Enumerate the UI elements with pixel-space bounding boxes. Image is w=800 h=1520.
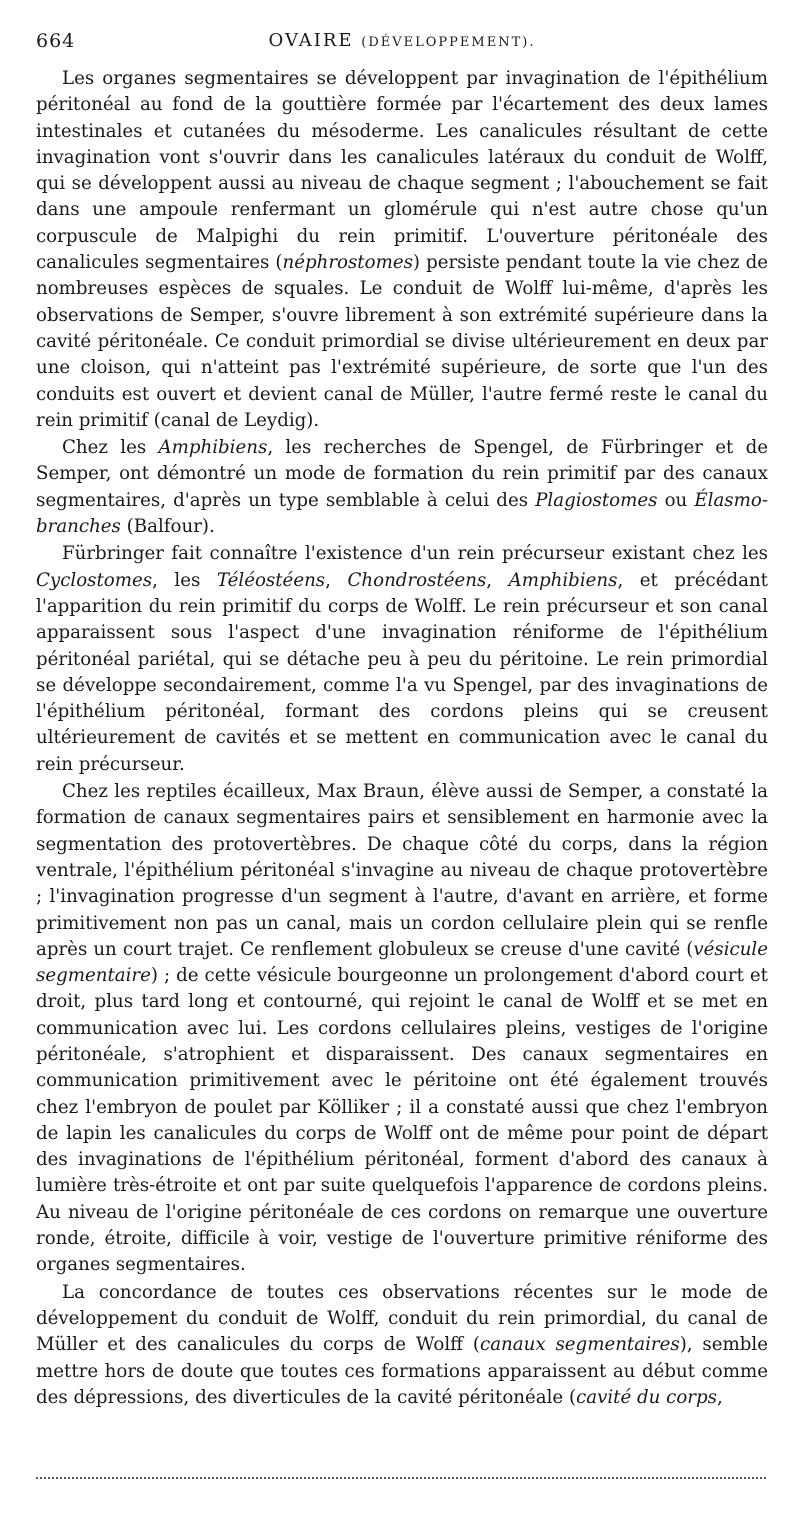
italic-term: Plagiostomes — [535, 489, 658, 511]
text-run: (Balfour). — [120, 516, 215, 538]
italic-term: Chondrostéens — [347, 569, 487, 591]
italic-term: Cyclostomes — [36, 569, 153, 591]
text-run: Les organes segmentaires se développent par invagination de l'épithélium péritonéal au fond de la gouttière formée par l'écartement des deux lames intestinales et cutanées du mésoderme. Les canalicules résultant de cette invagination vont s'ouvrir dans les canalicules latéraux du conduit de Wolff, qui se développent aussi au niveau de chaque segment ; l'abouchement se fait dans une ampoule renfermant un glomérule qui n'est autre chose qu'un corpuscule de Malpighi du rein primitif. L'ouverture péritonéale des canalicules segmentaires ( — [36, 68, 768, 274]
text-run: , les — [152, 569, 217, 591]
italic-term: Élasmo-branches — [36, 489, 768, 538]
text-run: ou — [657, 489, 695, 511]
footer-dotted-rule — [36, 1477, 766, 1479]
italic-term: vésicule segmentaire — [36, 938, 768, 987]
paragraph — [36, 435, 768, 540]
italic-term: néphrostomes — [282, 252, 413, 274]
italic-term: canaux segmentaires — [480, 1334, 680, 1356]
page-number: 664 — [36, 30, 76, 52]
text-run: ) persiste pendant toute la vie chez de nombreuses espèces de squales. Le conduit de Wolff lui-même, d'après les observations de Semper, s'ouvre librement à son extrémité supérieure dans la cavité péritonéale. Ce conduit primordial se divise ultérieurement en deux par une cloison, qui n'atteint pas l'extrémité supérieure, de sorte que l'un des conduits est ouvert et devient canal de Müller, l'autre fermé reste le canal du rein primitif (canal de Leydig). — [36, 252, 768, 431]
text-run: Chez les reptiles écailleux, Max Braun, élève aussi de Semper, a constaté la formation de canaux segmentaires pairs et sensiblement en harmonie avec la segmentation des protovertèbres. De chaque côté du corps, dans la région ventrale, l'épithélium péritonéal s'invagine au niveau de chaque protovertèbre ; l'invagination progresse d'un segment à l'autre, d'avant en arrière, et forme primitivement non pas un canal, mais un cordon cellulaire plein qui se renfle après un court trajet. Ce renflement globuleux se creuse d'une cavité ( — [36, 781, 768, 960]
italic-term: Amphibiens — [508, 569, 618, 591]
running-title-main: OVAIRE — [268, 30, 354, 51]
paragraph — [36, 779, 768, 1279]
text-run: Chez les — [62, 437, 159, 459]
running-title-subtitle: (DÉVELOPPEMENT). — [361, 35, 536, 50]
italic-term: Amphibiens — [158, 437, 268, 459]
text-run: , — [325, 569, 348, 591]
italic-term: Téléostéens — [216, 569, 326, 591]
body-text — [36, 66, 768, 1411]
running-title — [36, 30, 768, 51]
text-run: ), semble mettre hors de doute que toutes ces formations apparaissent au début comme des dépressions, des diverticules de la cavité péritonéale ( — [36, 1334, 768, 1408]
paragraph — [36, 1280, 768, 1411]
text-run: Fürbringer fait connaître l'existence d'un rein précurseur existant chez les — [62, 543, 768, 565]
text-run: , les recherches de Spengel, de Fürbringer et de Semper, ont démontré un mode de formation du rein primitif par des canaux segmentaires, d'après un type semblable à celui des — [36, 437, 769, 511]
paragraph — [36, 66, 768, 434]
text-run: La concordance de toutes ces observations récentes sur le mode de développement du conduit de Wolff, conduit du rein primordial, du canal de Müller et des canalicules du corps de Wolff ( — [36, 1281, 768, 1356]
paragraph — [36, 541, 768, 778]
text-run: ) ; de cette vésicule bourgeonne un prolongement d'abord court et droit, plus tard long et contourné, qui rejoint le canal de Wolff et se met en communication avec lui. Les cordons cellulaires pleins, vestiges de l'origine péritonéale, s'atrophient et disparaissent. Des canaux segmentaires en communication primitivement avec le péritoine ont été également trouvés chez l'embryon de poulet par Kölliker ; il a constaté aussi que chez l'embryon de lapin les canalicules du corps de Wolff ont de même pour point de départ des invaginations de l'épithélium péritonéal, forment d'abord des canaux à lumière très-étroite et ont par suite quelquefois l'apparence de cordons pleins. Au niveau de l'origine péritonéale de ces cordons on remarque une ouverture ronde, étroite, difficile à voir, vestige de l'ouverture primitive réniforme des organes segmentaires. — [36, 965, 768, 1276]
page-header — [36, 30, 768, 56]
text-run: , — [486, 569, 509, 591]
text-run: , — [716, 1386, 723, 1408]
italic-term: cavité du corps — [576, 1386, 717, 1408]
text-run: , et précédant l'apparition du rein primitif du corps de Wolff. Le rein précurseur et son canal apparaissent sous l'aspect d'une invagination réniforme de l'épithélium péritonéal pariétal, qui se détache peu à peu du péritoine. Le rein primordial se développe secondairement, comme l'a vu Spengel, par des invaginations de l'épithélium péritonéal, formant des cordons pleins qui se creusent ultérieurement de cavités et se mettent en communication avec le canal du rein précurseur. — [36, 569, 768, 775]
